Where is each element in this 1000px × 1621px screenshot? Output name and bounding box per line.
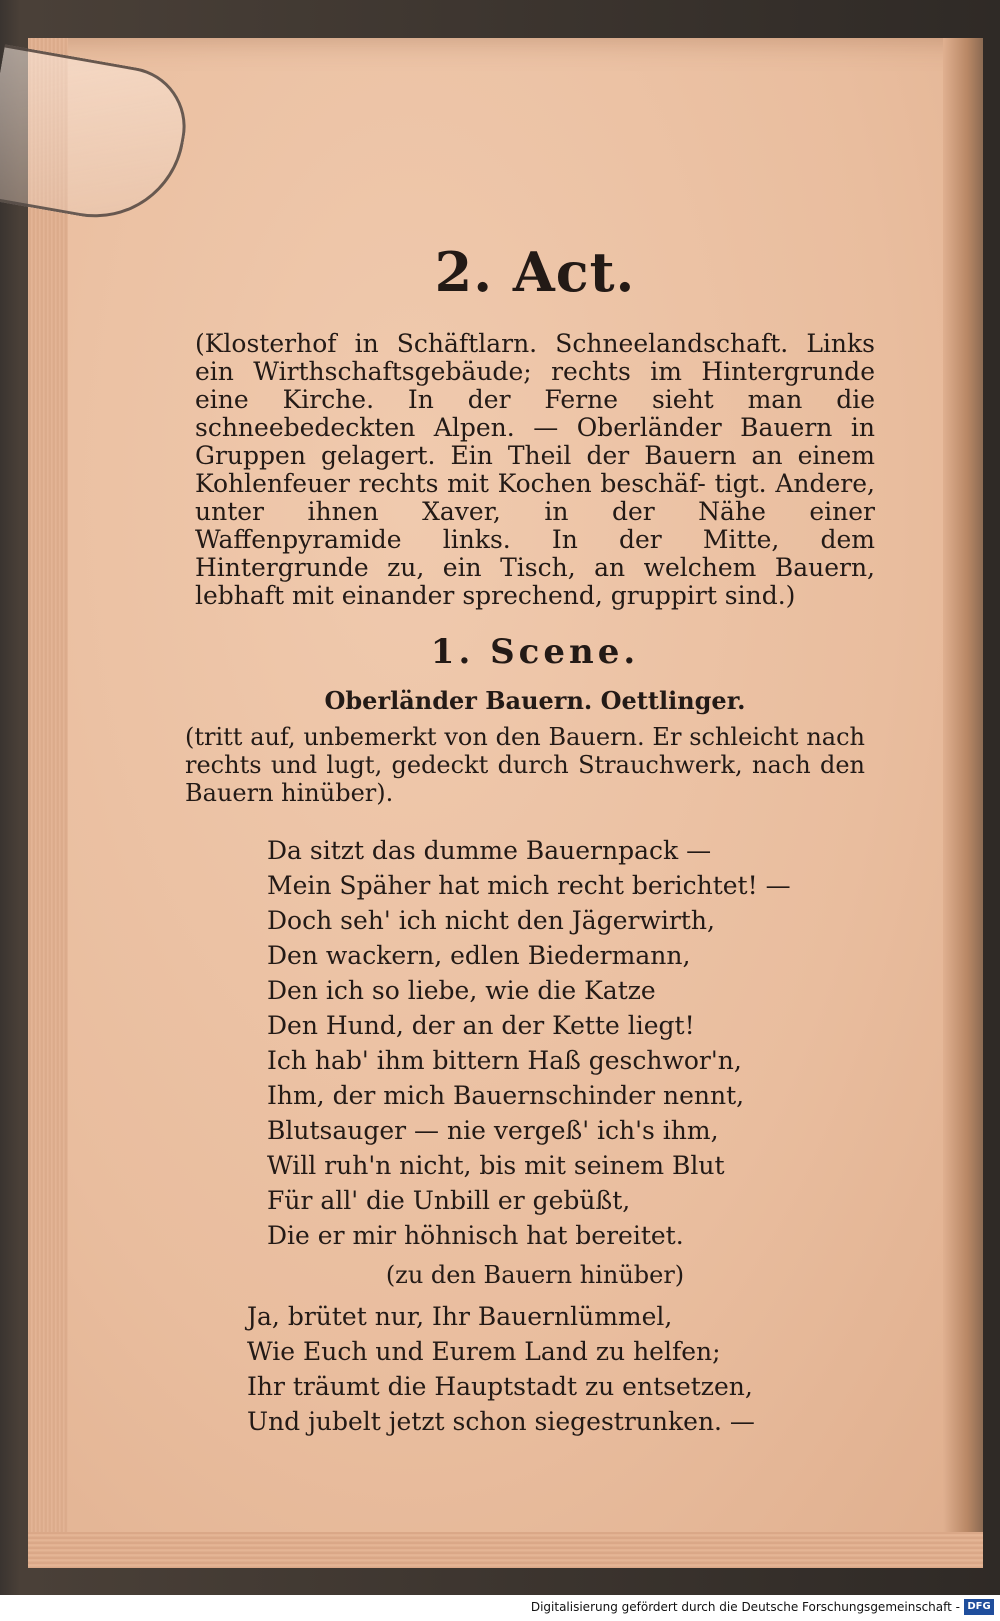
verse-line: Blutsauger — nie vergeß' ich's ihm, <box>267 1116 719 1145</box>
page-edge-bottom <box>28 1532 983 1568</box>
scene-stage-direction: (tritt auf, unbemerkt von den Bauern. Er schleicht nach rechts und lugt, gedeckt durch Strauchwerk, nach den Bauern hinüber). <box>185 723 865 807</box>
verse-line: Die er mir höhnisch hat bereitet. <box>267 1221 684 1250</box>
funding-notice: Digitalisierung gefördert durch die Deutsche Forschungsgemeinschaft - <box>530 1600 960 1614</box>
inline-stage-direction: (zu den Bauern hinüber) <box>385 1261 685 1289</box>
verse-line: Wie Euch und Eurem Land zu helfen; <box>247 1337 721 1366</box>
verse-block-2 <box>247 1299 875 1439</box>
footer-bar <box>0 1595 1000 1621</box>
dfg-logo[interactable]: DFG <box>964 1599 994 1615</box>
stage-direction: (Klosterhof in Schäftlarn. Schneelandschaft. Links ein Wirthschaftsgebäude; rechts im Hintergrunde eine Kirche. In der Ferne sieht man die schneebedeckten Alpen. — Oberländer Bauern in Gruppen gelagert. Ein Theil der Bauern an einem Kohlenfeuer rechts mit Kochen beschäf- tigt. Andere, unter ihnen Xaver, in der Nähe einer Waffenpyramide links. In der Mitte, dem Hintergrunde zu, ein Tisch, an welchem Bauern, lebhaft mit einander sprechend, gruppirt sind.) <box>195 329 875 610</box>
scene-title: 1. Scene. <box>430 632 640 672</box>
verse-line: Ich hab' ihm bittern Haß geschwor'n, <box>267 1046 742 1075</box>
verse-line: Für all' die Unbill er gebüßt, <box>267 1186 631 1215</box>
verse-line: Ihm, der mich Bauernschinder nennt, <box>267 1081 745 1110</box>
verse-line: Und jubelt jetzt schon siegestrunken. — <box>247 1407 755 1436</box>
verse-line: Ja, brütet nur, Ihr Bauernlümmel, <box>247 1302 673 1331</box>
verse-line: Den Hund, der an der Kette liegt! <box>267 1011 695 1040</box>
page-edge-left <box>28 38 68 1568</box>
page-edge-right <box>943 38 983 1568</box>
verse-line: Mein Späher hat mich recht berichtet! — <box>267 871 791 900</box>
verse-line: Doch seh' ich nicht den Jägerwirth, <box>267 906 715 935</box>
verse-line: Den ich so liebe, wie die Katze <box>267 976 656 1005</box>
verse-line: Ihr träumt die Hauptstadt zu entsetzen, <box>247 1372 753 1401</box>
verse-line: Will ruh'n nicht, bis mit seinem Blut <box>267 1151 725 1180</box>
verse-block-1 <box>267 833 875 1253</box>
scene-characters: Oberländer Bauern. Oettlinger. <box>324 686 746 715</box>
page-content <box>185 240 875 1439</box>
verse-line: Den wackern, edlen Biedermann, <box>267 941 691 970</box>
verse-line: Da sitzt das dumme Bauernpack — <box>267 836 712 865</box>
act-title: 2. Act. <box>434 240 636 304</box>
